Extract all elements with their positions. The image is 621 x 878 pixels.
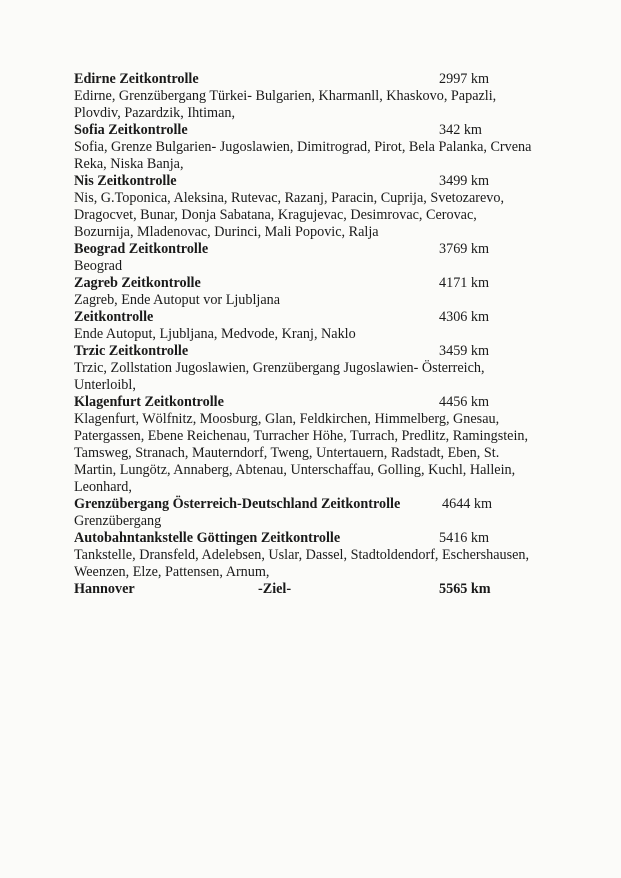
distance-value: 4644 km — [442, 496, 493, 512]
route-entry-goettingen — [74, 530, 554, 581]
route-entry-trzic — [74, 343, 554, 394]
checkpoint-title: Sofia Zeitkontrolle — [74, 122, 188, 138]
distance-value: 5416 km — [439, 530, 490, 546]
distance-value: 4456 km — [439, 394, 490, 410]
distance-value: 3769 km — [439, 241, 490, 257]
route-description: Zagreb, Ende Autoput vor Ljubljana — [74, 292, 281, 308]
distance-value: 3499 km — [439, 173, 490, 189]
route-entry-zagreb — [74, 275, 554, 309]
route-description: Trzic, Zollstation Jugoslawien, Grenzübergang Jugoslawien- Österreich, Unterloibl, — [74, 360, 485, 393]
route-description: Klagenfurt, Wölfnitz, Moosburg, Glan, Feldkirchen, Himmelberg, Gnesau, Patergassen, Ebene Reichenau, Turracher Höhe, Turrach, Predlitz, Ramingstein, Tamsweg, Stranach, Mauterndorf, Tweng, Untertauern, Radstadt, Eben, St. Martin, Lungötz, Annaberg, Abtenau, Unterschaffau, Golling, Kuchl, Hallein, Leonhard, — [74, 411, 529, 495]
route-description: Edirne, Grenzübergang Türkei- Bulgarien, Kharmanll, Khaskovo, Papazli, Plovdiv, Pazardzik, Ihtiman, — [74, 88, 497, 121]
distance-value: 342 km — [439, 122, 482, 138]
entry-heading — [74, 343, 554, 360]
route-entry-destination — [74, 581, 554, 598]
checkpoint-title: Beograd Zeitkontrolle — [74, 241, 209, 257]
checkpoint-title: Trzic Zeitkontrolle — [74, 343, 189, 359]
entry-heading — [74, 530, 554, 547]
route-entry-edirne — [74, 71, 554, 122]
checkpoint-title: Nis Zeitkontrolle — [74, 173, 177, 189]
entry-heading — [74, 309, 554, 326]
checkpoint-title: Zeitkontrolle — [74, 309, 154, 325]
route-entry-border-austria-germany — [74, 496, 554, 530]
checkpoint-title: Autobahntankstelle Göttingen Zeitkontrolle — [74, 530, 341, 546]
entry-heading — [74, 394, 554, 411]
checkpoint-title: Grenzübergang Österreich-Deutschland Zeitkontrolle — [74, 496, 401, 512]
entry-heading — [74, 241, 554, 258]
checkpoint-title: Klagenfurt Zeitkontrolle — [74, 394, 224, 410]
route-entry-nis — [74, 173, 554, 241]
route-description: Grenzübergang — [74, 513, 162, 529]
route-description: Ende Autoput, Ljubljana, Medvode, Kranj, Naklo — [74, 326, 356, 342]
checkpoint-title: Edirne Zeitkontrolle — [74, 71, 199, 87]
total-distance-value: 5565 km — [439, 581, 491, 597]
distance-value: 4306 km — [439, 309, 490, 325]
entry-heading — [74, 122, 554, 139]
route-description: Nis, G.Toponica, Aleksina, Rutevac, Razanj, Paracin, Cuprija, Svetozarevo, Dragocvet, Bunar, Donja Sabatana, Kragujevac, Desimrovac, Cerovac, Bozurnija, Mladenovac, Durinci, Mali Popovic, Ralja — [74, 190, 505, 240]
route-entry-sofia — [74, 122, 554, 173]
checkpoint-title: Zagreb Zeitkontrolle — [74, 275, 201, 291]
entry-heading — [74, 275, 554, 292]
route-description: Sofia, Grenze Bulgarien- Jugoslawien, Dimitrograd, Pirot, Bela Palanka, Crvena Reka, Niska Banja, — [74, 139, 532, 172]
route-description: Beograd — [74, 258, 123, 274]
entry-heading — [74, 581, 554, 598]
distance-value: 2997 km — [439, 71, 490, 87]
destination-label: -Ziel- — [258, 581, 292, 597]
route-entry-beograd — [74, 241, 554, 275]
entry-heading — [74, 71, 554, 88]
destination-title: Hannover — [74, 581, 135, 597]
route-entry-klagenfurt — [74, 394, 554, 496]
entry-heading — [74, 173, 554, 190]
route-entry-ljubljana — [74, 309, 554, 343]
route-description: Tankstelle, Dransfeld, Adelebsen, Uslar, Dassel, Stadtoldendorf, Eschershausen, Weenzen, Elze, Pattensen, Arnum, — [74, 547, 530, 580]
entry-heading — [74, 496, 554, 513]
distance-value: 3459 km — [439, 343, 490, 359]
document-page — [74, 71, 554, 598]
distance-value: 4171 km — [439, 275, 490, 291]
